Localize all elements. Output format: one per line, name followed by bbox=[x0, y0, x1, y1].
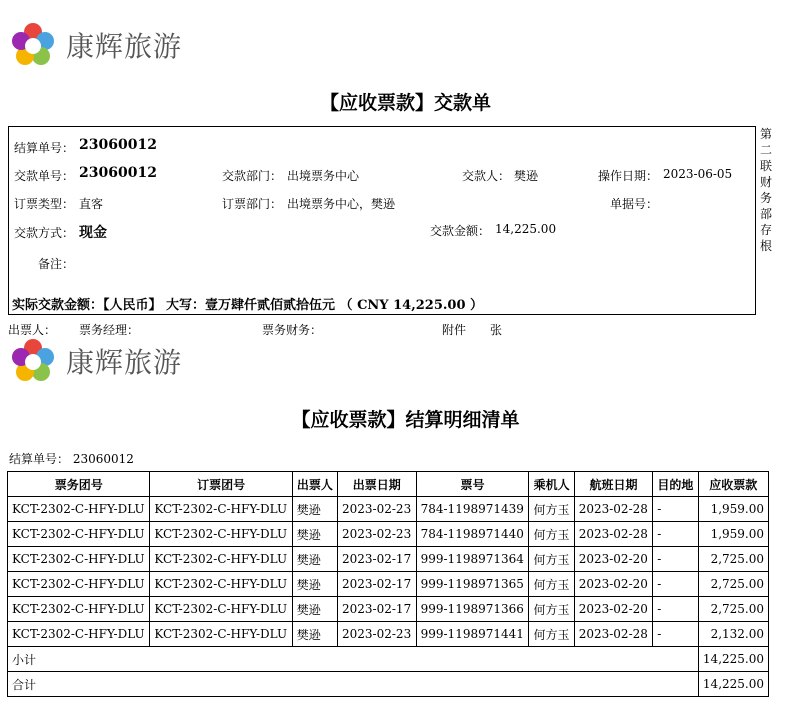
col-header: 订票团号 bbox=[150, 472, 292, 497]
cell: 999-1198971364 bbox=[416, 547, 529, 572]
pay-method-label: 交款方式： bbox=[14, 226, 75, 240]
cell: - bbox=[653, 572, 698, 597]
amount: 14,225.00 bbox=[495, 222, 557, 236]
brand-name: 康辉旅游 bbox=[66, 30, 183, 63]
table-row bbox=[8, 497, 769, 522]
flower-logo-icon bbox=[8, 336, 58, 386]
cell: KCT-2302-C-HFY-DLU bbox=[150, 597, 292, 622]
cell: 樊逊 bbox=[292, 572, 337, 597]
payment-slip-title: 【应收票款】交款单 bbox=[319, 92, 491, 114]
side-char: 务 bbox=[759, 191, 772, 205]
cell: 何方玉 bbox=[529, 597, 574, 622]
subtotal-value: 14,225.00 bbox=[698, 647, 768, 672]
issuer-signature: 出票人： bbox=[8, 323, 57, 337]
table-row bbox=[8, 522, 769, 547]
side-char: 联 bbox=[759, 159, 772, 173]
cell: 1,959.00 bbox=[698, 522, 768, 547]
cell: 2023-02-20 bbox=[574, 547, 653, 572]
col-header: 出票日期 bbox=[338, 472, 417, 497]
brand-logo bbox=[8, 336, 182, 386]
cell: 樊逊 bbox=[292, 522, 337, 547]
cell: 2023-02-17 bbox=[338, 572, 417, 597]
cell: 2023-02-28 bbox=[574, 622, 653, 647]
cell: 何方玉 bbox=[529, 497, 574, 522]
settlement-no-label: 结算单号： bbox=[14, 141, 75, 155]
copy-side-note bbox=[759, 126, 773, 254]
total-label: 合计 bbox=[8, 672, 699, 697]
cell: 何方玉 bbox=[529, 572, 574, 597]
order-dept: 出境票务中心，樊逊 bbox=[287, 197, 396, 211]
doc-no-label: 单据号： bbox=[610, 197, 659, 211]
col-header: 出票人 bbox=[292, 472, 337, 497]
cell: 2023-02-20 bbox=[574, 572, 653, 597]
side-char: 部 bbox=[759, 207, 772, 221]
cell: KCT-2302-C-HFY-DLU bbox=[150, 572, 292, 597]
cell: 樊逊 bbox=[292, 497, 337, 522]
cell: KCT-2302-C-HFY-DLU bbox=[8, 572, 150, 597]
col-header: 应收票款 bbox=[698, 472, 768, 497]
table-row bbox=[8, 572, 769, 597]
subtotal-label: 小计 bbox=[8, 647, 699, 672]
cell: KCT-2302-C-HFY-DLU bbox=[150, 547, 292, 572]
sheets-label: 张 bbox=[490, 323, 503, 337]
detail-settlement-no-label: 结算单号： bbox=[9, 452, 70, 466]
cell: KCT-2302-C-HFY-DLU bbox=[8, 522, 150, 547]
manager-signature: 票务经理： bbox=[79, 323, 140, 337]
cell: - bbox=[653, 597, 698, 622]
side-char: 财 bbox=[759, 175, 772, 189]
table-header-row bbox=[8, 472, 769, 497]
cell: 2,725.00 bbox=[698, 597, 768, 622]
cell: 784-1198971439 bbox=[416, 497, 529, 522]
pay-method: 现金 bbox=[79, 225, 107, 241]
order-dept-label: 订票部门： bbox=[222, 197, 283, 211]
cell: 2023-02-28 bbox=[574, 497, 653, 522]
cell: 999-1198971441 bbox=[416, 622, 529, 647]
cell: KCT-2302-C-HFY-DLU bbox=[150, 497, 292, 522]
cell: KCT-2302-C-HFY-DLU bbox=[8, 547, 150, 572]
payment-no-label: 交款单号： bbox=[14, 169, 75, 183]
cell: 999-1198971365 bbox=[416, 572, 529, 597]
cell: 2023-02-23 bbox=[338, 497, 417, 522]
order-type-label: 订票类型： bbox=[14, 197, 75, 211]
payment-no: 23060012 bbox=[79, 165, 157, 181]
settlement-no: 23060012 bbox=[79, 137, 157, 153]
op-date: 2023-06-05 bbox=[663, 167, 733, 181]
cell: 樊逊 bbox=[292, 622, 337, 647]
cell: 2,725.00 bbox=[698, 547, 768, 572]
payer: 樊逊 bbox=[514, 169, 539, 183]
payer-label: 交款人： bbox=[462, 169, 511, 183]
payment-dept-label: 交款部门： bbox=[222, 169, 283, 183]
actual-amount: 实际交款金额：【人民币】 大写：壹万肆仟贰佰贰拾伍元 （ CNY 14,225.00 ） bbox=[12, 298, 484, 313]
detail-settlement-no-value: 23060012 bbox=[72, 452, 134, 466]
side-char: 根 bbox=[759, 239, 772, 253]
cell: 999-1198971366 bbox=[416, 597, 529, 622]
cell: 2023-02-28 bbox=[574, 522, 653, 547]
op-date-label: 操作日期： bbox=[598, 169, 659, 183]
detail-settlement-no bbox=[9, 450, 134, 467]
cell: 2023-02-17 bbox=[338, 547, 417, 572]
cell: 1,959.00 bbox=[698, 497, 768, 522]
cell: 何方玉 bbox=[529, 522, 574, 547]
cell: KCT-2302-C-HFY-DLU bbox=[150, 622, 292, 647]
cell: 2023-02-23 bbox=[338, 622, 417, 647]
payment-slip bbox=[8, 126, 756, 315]
cell: - bbox=[653, 497, 698, 522]
attachment-label: 附件 bbox=[442, 323, 467, 337]
table-row bbox=[8, 622, 769, 647]
cell: 何方玉 bbox=[529, 547, 574, 572]
finance-signature: 票务财务： bbox=[262, 323, 323, 337]
cell: 樊逊 bbox=[292, 597, 337, 622]
brand-name: 康辉旅游 bbox=[66, 346, 183, 379]
cell: 2,132.00 bbox=[698, 622, 768, 647]
side-char: 二 bbox=[759, 143, 772, 157]
flower-logo-icon bbox=[8, 20, 58, 70]
cell: KCT-2302-C-HFY-DLU bbox=[8, 622, 150, 647]
cell: 何方玉 bbox=[529, 622, 574, 647]
cell: - bbox=[653, 547, 698, 572]
remark-label: 备注： bbox=[38, 257, 75, 271]
settlement-detail-table bbox=[7, 471, 769, 697]
table-row bbox=[8, 547, 769, 572]
cell: 2,725.00 bbox=[698, 572, 768, 597]
cell: 樊逊 bbox=[292, 547, 337, 572]
side-char: 第 bbox=[759, 127, 772, 141]
total-row bbox=[8, 672, 769, 697]
subtotal-row bbox=[8, 647, 769, 672]
cell: - bbox=[653, 622, 698, 647]
cell: 2023-02-20 bbox=[574, 597, 653, 622]
cell: KCT-2302-C-HFY-DLU bbox=[8, 497, 150, 522]
order-type: 直客 bbox=[79, 197, 104, 211]
detail-title: 【应收票款】结算明细清单 bbox=[291, 409, 520, 431]
cell: - bbox=[653, 522, 698, 547]
cell: 2023-02-17 bbox=[338, 597, 417, 622]
col-header: 航班日期 bbox=[574, 472, 653, 497]
side-char: 存 bbox=[759, 223, 772, 237]
payment-dept: 出境票务中心 bbox=[287, 169, 360, 183]
cell: 2023-02-23 bbox=[338, 522, 417, 547]
table-row bbox=[8, 597, 769, 622]
col-header: 乘机人 bbox=[529, 472, 574, 497]
cell: KCT-2302-C-HFY-DLU bbox=[8, 597, 150, 622]
col-header: 票务团号 bbox=[8, 472, 150, 497]
total-value: 14,225.00 bbox=[698, 672, 768, 697]
col-header: 票号 bbox=[416, 472, 529, 497]
amount-label: 交款金额： bbox=[430, 224, 491, 238]
col-header: 目的地 bbox=[653, 472, 698, 497]
brand-logo bbox=[8, 20, 182, 70]
cell: KCT-2302-C-HFY-DLU bbox=[150, 522, 292, 547]
cell: 784-1198971440 bbox=[416, 522, 529, 547]
